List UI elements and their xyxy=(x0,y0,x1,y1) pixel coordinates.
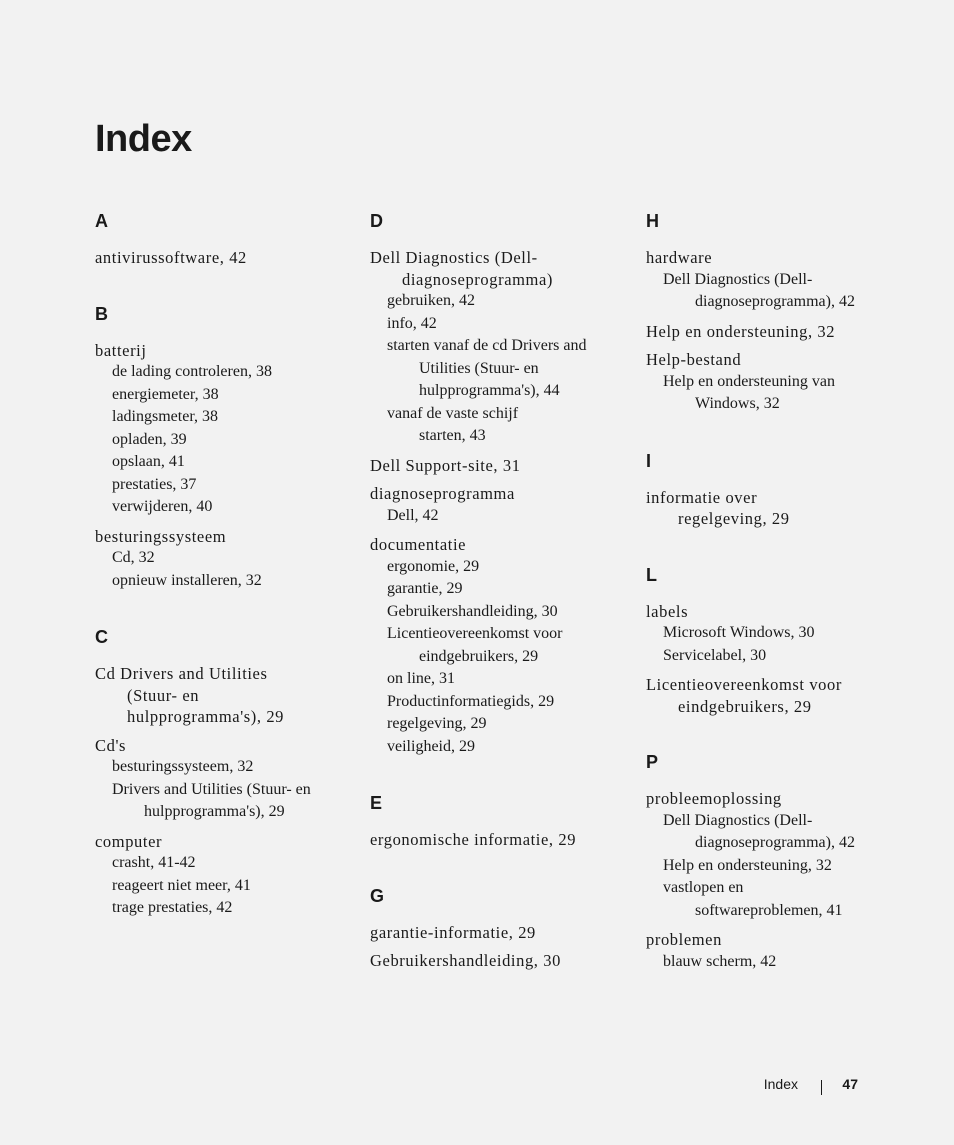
index-entry xyxy=(370,455,640,477)
index-entry-text: eindgebruikers, 29 xyxy=(678,696,812,716)
index-section-d xyxy=(370,210,640,758)
index-section-i xyxy=(646,450,916,530)
index-subentry-text: gebruiken, 42 xyxy=(387,292,475,309)
index-entry-text: Gebruikershandleiding, 30 xyxy=(370,951,561,970)
section-letter: C xyxy=(95,627,108,647)
index-entry xyxy=(646,601,916,668)
index-entry-text: informatie over xyxy=(646,487,758,507)
index-entry xyxy=(646,247,916,314)
index-entry-text: Dell Support-site, 31 xyxy=(370,455,521,475)
index-subentry-text: opladen, 39 xyxy=(112,430,187,448)
index-entry xyxy=(646,788,916,922)
index-subentry-text: crasht, 41-42 xyxy=(112,854,196,871)
index-subentry-text: starten, 43 xyxy=(419,427,486,444)
index-subentry-text: blauw scherm, 42 xyxy=(663,952,777,970)
index-entry-text: Cd Drivers and Utilities xyxy=(95,664,268,683)
index-subentry-text: energiemeter, 38 xyxy=(112,385,219,403)
index-subentry-text: Help en ondersteuning, 32 xyxy=(663,856,832,874)
footer-section-label: Index xyxy=(763,1076,798,1092)
index-column-3 xyxy=(646,210,916,1007)
index-entry-text: hardware xyxy=(646,248,713,267)
index-subentry-text: Servicelabel, 30 xyxy=(663,646,767,664)
index-entry xyxy=(370,247,640,448)
index-subentry-text: Dell, 42 xyxy=(387,506,439,524)
footer-divider xyxy=(821,1080,822,1095)
index-entry-text: computer xyxy=(95,831,163,851)
index-entry-text: batterij xyxy=(95,340,147,360)
section-letter: I xyxy=(646,450,652,471)
index-subentry-text: on line, 31 xyxy=(387,670,455,687)
index-subentry-text: softwareproblemen, 41 xyxy=(695,901,843,919)
index-entry xyxy=(95,831,365,920)
index-entry xyxy=(370,534,640,758)
page-number: 47 xyxy=(842,1076,858,1092)
index-subentry-text: besturingssysteem, 32 xyxy=(112,758,254,775)
index-entry xyxy=(646,349,916,416)
index-subentry-text: veiligheid, 29 xyxy=(387,737,475,755)
index-subentry-text: Help en ondersteuning van xyxy=(663,372,835,390)
section-letter: L xyxy=(646,564,657,585)
index-entry-text: (Stuur- en xyxy=(127,685,200,705)
index-subentry-text: Dell Diagnostics (Dell- xyxy=(663,811,813,829)
index-entry xyxy=(95,735,365,824)
index-entry-text: ergonomische informatie, 29 xyxy=(370,830,577,849)
index-section-e xyxy=(370,792,640,851)
index-entry xyxy=(646,487,916,530)
index-subentry-text: ergonomie, 29 xyxy=(387,557,480,575)
index-subentry-text: Windows, 32 xyxy=(695,395,780,412)
index-column-1 xyxy=(95,210,365,954)
index-section-a xyxy=(95,210,365,269)
page-title: Index xyxy=(95,118,192,160)
index-entry xyxy=(646,674,916,717)
index-entry-text: labels xyxy=(646,601,689,621)
index-subentry-text: Dell Diagnostics (Dell- xyxy=(663,270,813,288)
index-entry-text: diagnoseprogramma xyxy=(370,484,515,503)
index-entry xyxy=(370,483,640,527)
section-letter: E xyxy=(370,793,383,813)
index-entry-text: Help en ondersteuning, 32 xyxy=(646,321,836,341)
index-entry-text: probleemoplossing xyxy=(646,789,782,808)
index-subentry-text: verwijderen, 40 xyxy=(112,498,213,515)
index-column-2 xyxy=(370,210,640,1006)
index-entry xyxy=(370,950,640,972)
index-entry xyxy=(646,929,916,973)
section-letter: H xyxy=(646,211,659,231)
index-section-p xyxy=(646,751,916,973)
index-subentry-text: Utilities (Stuur- en xyxy=(419,359,539,377)
index-subentry-text: prestaties, 37 xyxy=(112,475,197,493)
index-entry-text: problemen xyxy=(646,930,722,949)
index-entry-text: antivirussoftware, 42 xyxy=(95,248,247,267)
index-subentry-text: Licentieovereenkomst voor xyxy=(387,625,563,642)
index-subentry-text: diagnoseprogramma), 42 xyxy=(695,834,855,851)
index-subentry-text: diagnoseprogramma), 42 xyxy=(695,293,855,310)
index-subentry-text: regelgeving, 29 xyxy=(387,715,487,732)
index-entry-text: diagnoseprogramma) xyxy=(402,269,554,289)
index-subentry-text: de lading controleren, 38 xyxy=(112,363,272,380)
index-subentry-text: ladingsmeter, 38 xyxy=(112,408,218,425)
index-subentry-text: garantie, 29 xyxy=(387,580,463,597)
index-entry xyxy=(95,247,365,269)
index-entry xyxy=(646,321,916,343)
index-entry-text: Dell Diagnostics (Dell- xyxy=(370,248,538,267)
index-subentry-text: Cd, 32 xyxy=(112,549,155,566)
index-entry xyxy=(95,526,365,593)
index-subentry-text: Productinformatiegids, 29 xyxy=(387,692,555,710)
index-subentry-text: starten vanaf de cd Drivers and xyxy=(387,337,587,354)
index-section-g xyxy=(370,885,640,972)
page-footer xyxy=(700,1076,860,1098)
index-entry-text: regelgeving, 29 xyxy=(678,509,790,528)
index-subentry-text: hulpprogramma's), 44 xyxy=(419,382,560,399)
section-letter: B xyxy=(95,303,108,324)
index-subentry-text: Gebruikershandleiding, 30 xyxy=(387,602,558,620)
index-entry-text: Cd's xyxy=(95,735,127,755)
index-subentry-text: vanaf de vaste schijf xyxy=(387,404,519,422)
index-subentry-text: Drivers and Utilities (Stuur- en xyxy=(112,780,311,798)
index-entry xyxy=(370,922,640,944)
index-entry-text: garantie-informatie, 29 xyxy=(370,922,536,942)
index-subentry-text: vastlopen en xyxy=(663,879,744,896)
index-entry xyxy=(95,340,365,519)
index-entry-text: hulpprogramma's), 29 xyxy=(127,707,285,726)
index-section-l xyxy=(646,564,916,718)
index-entry-text: documentatie xyxy=(370,535,467,554)
index-entry-text: Licentieovereenkomst voor xyxy=(646,675,842,694)
section-letter: G xyxy=(370,885,385,906)
section-letter: D xyxy=(370,211,383,231)
index-entry-text: Help-bestand xyxy=(646,350,742,369)
index-subentry-text: info, 42 xyxy=(387,314,437,332)
index-subentry-text: reageert niet meer, 41 xyxy=(112,876,251,894)
index-subentry-text: hulpprogramma's), 29 xyxy=(144,803,285,820)
index-entry-text: besturingssysteem xyxy=(95,526,227,546)
index-subentry-text: Microsoft Windows, 30 xyxy=(663,624,815,641)
index-section-b xyxy=(95,303,365,593)
index-subentry-text: opnieuw installeren, 32 xyxy=(112,571,262,589)
index-entry xyxy=(95,663,365,728)
section-letter: P xyxy=(646,752,659,772)
index-subentry-text: opslaan, 41 xyxy=(112,453,185,470)
index-section-c xyxy=(95,626,365,920)
index-section-h xyxy=(646,210,916,416)
index-subentry-text: eindgebruikers, 29 xyxy=(419,647,539,665)
section-letter: A xyxy=(95,211,108,231)
index-entry xyxy=(370,829,640,851)
index-subentry-text: trage prestaties, 42 xyxy=(112,899,233,916)
